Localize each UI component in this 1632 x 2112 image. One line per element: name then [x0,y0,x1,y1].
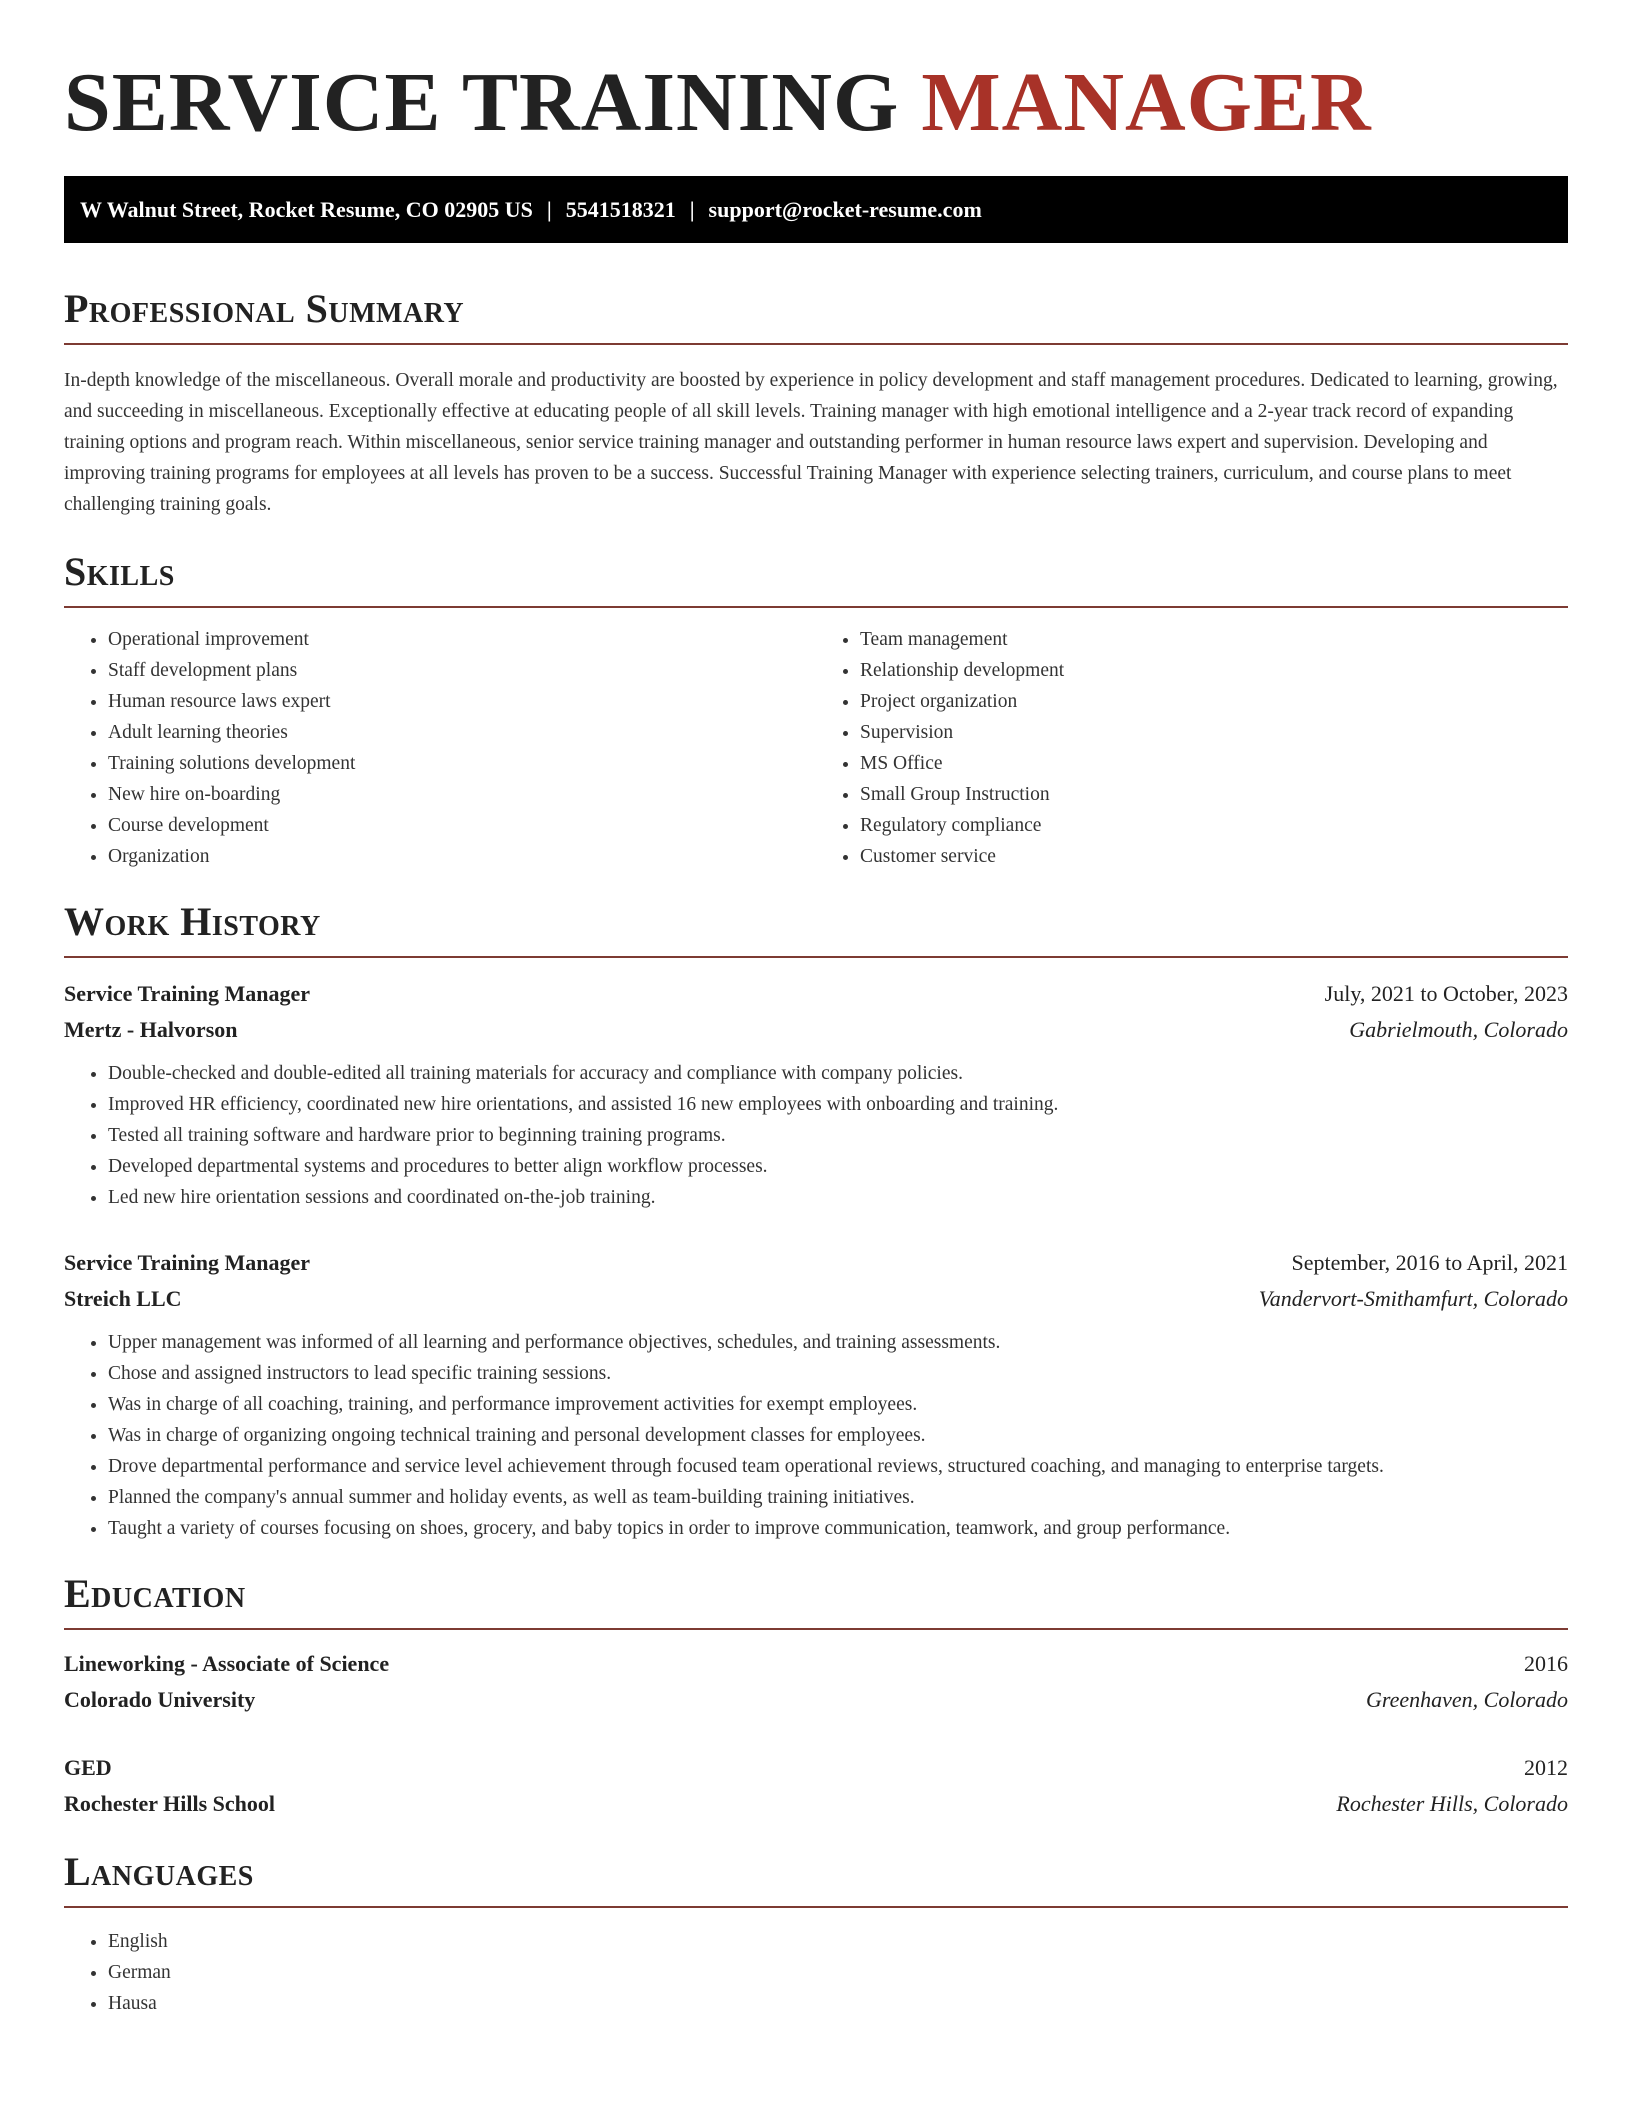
job-bullets [64,1327,1568,1544]
contact-bar [64,176,1568,243]
skill-item: • Adult learning theories [108,717,816,748]
skills-heading: Skills [64,550,1568,608]
education-school-row [64,1682,1568,1718]
contact-separator: | [546,197,552,222]
education-degree: GED [64,1755,112,1780]
skill-item: • New hire on-boarding [108,779,816,810]
job-bullets [64,1058,1568,1213]
education-degree-row [64,1646,1568,1682]
job-entry [64,976,1568,1213]
job-header-row [64,976,1568,1012]
skill-item: • Staff development plans [108,655,816,686]
education-year: 2016 [1524,1651,1568,1676]
resume-title [64,0,1568,176]
summary-heading: Professional Summary [64,287,1568,345]
skill-item: • Course development [108,810,816,841]
education-school: Rochester Hills School [64,1791,276,1816]
skill-item: • Operational improvement [108,624,816,655]
skill-item: • Small Group Instruction [860,779,1568,810]
job-title: Service Training Manager [64,981,311,1006]
job-header-row [64,1245,1568,1281]
skill-item: • Training solutions development [108,748,816,779]
work-heading: Work History [64,900,1568,958]
skills-grid [64,624,1568,872]
summary-text: In-depth knowledge of the miscellaneous. Overall morale and productivity are boosted by experience in policy development and staff management procedures. Dedicated to learning, growing, and succeeding in miscellaneous. Exceptionally effective at educating people of all skill levels. Training manager with high emotional intelligence and a 2-year track record of expanding training options and program reach. Within miscellaneous, senior service training manager and outstanding performer in human resource laws expert and supervision. Developing and improving training programs for employees at all levels has proven to be a success. Successful Training Manager with experience selecting trainers, curriculum, and course plans to meet challenging training goals. [64,370,1558,515]
skill-item: • Regulatory compliance [860,810,1568,841]
skill-item: • MS Office [860,748,1568,779]
contact-phone: 5541518321 [565,197,676,222]
skills-section [64,550,1568,872]
job-bullet: • Improved HR efficiency, coordinated new hire orientations, and assisted 16 new employees with onboarding and training. [108,1089,1568,1120]
job-entry [64,1245,1568,1544]
job-dates: September, 2016 to April, 2021 [1291,1250,1568,1275]
job-bullet: • Was in charge of organizing ongoing technical training and personal development classes for employees. [108,1420,1568,1451]
language-item: • Hausa [108,1988,1568,2019]
education-entry [64,1750,1568,1822]
contact-separator: | [689,197,695,222]
job-company: Streich LLC [64,1286,182,1311]
job-bullet: • Upper management was informed of all learning and performance objectives, schedules, and training assessments. [108,1327,1568,1358]
job-bullet: • Drove departmental performance and service level achievement through focused team operational reviews, structured coaching, and managing to enterprise targets. [108,1451,1568,1482]
job-bullet: • Tested all training software and hardware prior to beginning training programs. [108,1120,1568,1151]
education-location: Rochester Hills, Colorado [1336,1791,1568,1816]
skill-item: • Team management [860,624,1568,655]
job-company-row [64,1281,1568,1317]
job-company-row [64,1012,1568,1048]
work-section [64,900,1568,1544]
title-main: SERVICE TRAINING [64,56,900,149]
education-degree: Lineworking - Associate of Science [64,1651,390,1676]
language-item: • German [108,1957,1568,1988]
languages-heading: Languages [64,1850,1568,1908]
skill-item: • Supervision [860,717,1568,748]
education-year: 2012 [1524,1755,1568,1780]
summary-section [64,287,1568,520]
job-location: Vandervort-Smithamfurt, Colorado [1258,1286,1568,1311]
skills-list-left [64,624,816,872]
contact-address: W Walnut Street, Rocket Resume, CO 02905 US [80,197,533,222]
job-bullet: • Chose and assigned instructors to lead specific training sessions. [108,1358,1568,1389]
language-item: • English [108,1926,1568,1957]
skills-list-right [816,624,1568,872]
education-location: Greenhaven, Colorado [1365,1687,1568,1712]
job-bullet: • Taught a variety of courses focusing on shoes, grocery, and baby topics in order to improve communication, teamwork, and group performance. [108,1513,1568,1544]
languages-section [64,1850,1568,2019]
job-company: Mertz - Halvorson [64,1017,238,1042]
education-heading: Education [64,1572,1568,1630]
job-bullet: • Led new hire orientation sessions and coordinated on-the-job training. [108,1182,1568,1213]
education-section [64,1572,1568,1822]
job-title: Service Training Manager [64,1250,311,1275]
education-school-row [64,1786,1568,1822]
education-entry [64,1646,1568,1718]
job-bullet: • Double-checked and double-edited all training materials for accuracy and compliance with company policies. [108,1058,1568,1089]
languages-list [64,1926,1568,2019]
job-bullet: • Planned the company's annual summer and holiday events, as well as team-building training initiatives. [108,1482,1568,1513]
skill-item: • Organization [108,841,816,872]
job-location: Gabrielmouth, Colorado [1349,1017,1568,1042]
education-degree-row [64,1750,1568,1786]
job-bullet: • Developed departmental systems and procedures to better align workflow processes. [108,1151,1568,1182]
job-dates: July, 2021 to October, 2023 [1324,981,1568,1006]
skill-item: • Customer service [860,841,1568,872]
skill-item: • Human resource laws expert [108,686,816,717]
education-school: Colorado University [64,1687,256,1712]
job-bullet: • Was in charge of all coaching, training, and performance improvement activities for exempt employees. [108,1389,1568,1420]
title-accent: MANAGER [921,56,1372,149]
contact-email[interactable]: support@rocket-resume.com [708,197,982,222]
skill-item: • Project organization [860,686,1568,717]
skill-item: • Relationship development [860,655,1568,686]
